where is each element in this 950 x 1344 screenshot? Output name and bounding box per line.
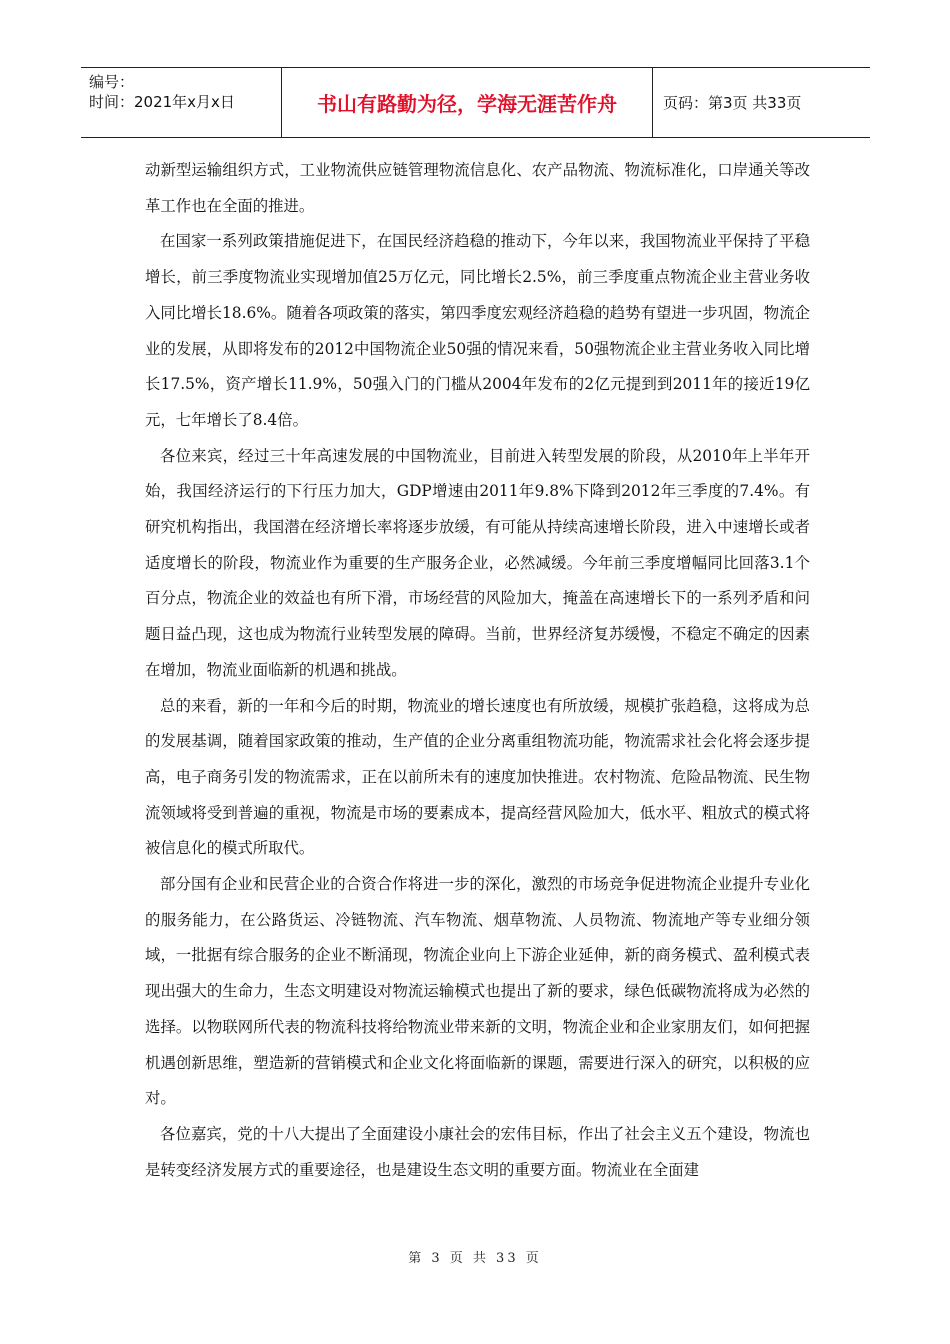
- paragraph: 在国家一系列政策措施促进下，在国民经济趋稳的推动下，今年以来，我国物流业平保持了平稳增长，前三季度物流业实现增加值25万亿元，同比增长2.5%，前三季度重点物流企业主营业务收入同比增长18.6%。随着各项政策的落实，第四季度宏观经济趋稳的趋势有望进一步巩固，物流企业的发展，从即将发布的2012中国物流企业50强的情况来看，50强物流企业主营业务收入同比增长17.5%，资产增长11.9%，50强入门的门槛从2004年发布的2亿元提到到2011年的接近19亿元，七年增长了8.4倍。: [145, 232, 810, 429]
- header-meta: [81, 68, 281, 137]
- document-date-label: 时间：2021年x月x日: [89, 93, 235, 111]
- paragraph: 动新型运输组织方式，工业物流供应链管理物流信息化、农产品物流、物流标准化，口岸通关等改革工作也在全面的推进。: [145, 161, 810, 215]
- header-motto-cell: [281, 68, 653, 137]
- paragraph: 部分国有企业和民营企业的合资合作将进一步的深化，激烈的市场竞争促进物流企业提升专业化的服务能力，在公路货运、冷链物流、汽车物流、烟草物流、人员物流、物流地产等专业细分领域，一批据有综合服务的企业不断涌现，物流企业向上下游企业延伸，新的商务模式、盈利模式表现出强大的生命力，生态文明建设对物流运输模式也提出了新的要求，绿色低碳物流将成为必然的选择。以物联网所代表的物流科技将给物流业带来新的文明，物流企业和企业家朋友们，如何把握机遇创新思维，塑造新的营销模式和企业文化将面临新的课题，需要进行深入的研究，以积极的应对。: [145, 875, 810, 1108]
- page-header: [81, 67, 870, 138]
- header-motto: 书山有路勤为径，学海无涯苦作舟: [317, 92, 617, 116]
- paragraph: 总的来看，新的一年和今后的时期，物流业的增长速度也有所放缓，规模扩张趋稳，这将成为总的发展基调，随着国家政策的推动，生产值的企业分离重组物流功能，物流需求社会化将会逐步提高，电子商务引发的物流需求，正在以前所未有的速度加快推进。农村物流、危险品物流、民生物流领域将受到普遍的重视，物流是市场的要素成本，提高经营风险加大，低水平、粗放式的模式将被信息化的模式所取代。: [145, 696, 810, 858]
- page-footer: 第 3 页 共 33 页: [408, 1251, 542, 1266]
- paragraph: 各位嘉宾，党的十八大提出了全面建设小康社会的宏伟目标，作出了社会主义五个建设，物流也是转变经济发展方式的重要途径，也是建设生态文明的重要方面。物流业在全面建: [145, 1124, 810, 1179]
- document-body: [145, 153, 810, 1188]
- header-page-info: 页码：第3页 共33页: [663, 94, 802, 112]
- paragraph: 各位来宾，经过三十年高速发展的中国物流业，目前进入转型发展的阶段，从2010年上半年开始，我国经济运行的下行压力加大，GDP增速由2011年9.8%下降到2012年三季度的7.4%。有研究机构指出，我国潜在经济增长率将逐步放缓，有可能从持续高速增长阶段，进入中速增长或者适度增长的阶段，物流业作为重要的生产服务企业，必然减缓。今年前三季度增幅同比回落3.1个百分点，物流企业的效益也有所下滑，市场经营的风险加大，掩盖在高速增长下的一系列矛盾和问题日益凸现，这也成为物流行业转型发展的障碍。当前，世界经济复苏缓慢，不稳定不确定的因素在增加，物流业面临新的机遇和挑战。: [145, 446, 810, 679]
- document-number-label: 编号：: [89, 73, 135, 91]
- header-page-cell: [653, 68, 870, 137]
